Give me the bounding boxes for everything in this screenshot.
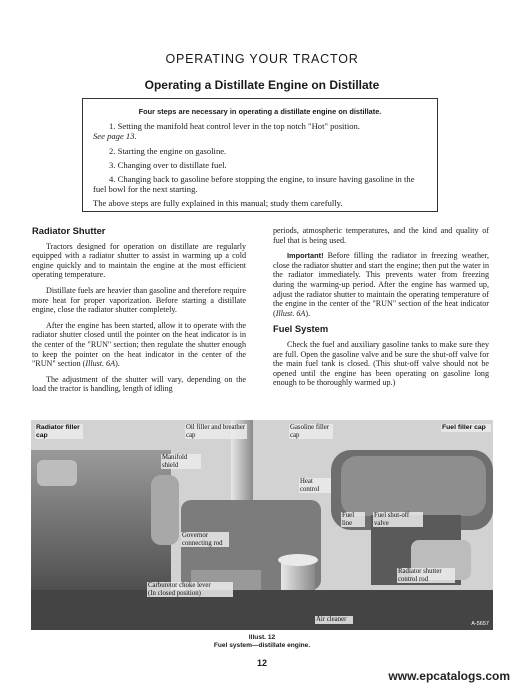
illust-ref: Illust. 6A bbox=[275, 308, 306, 318]
steps-heading: Four steps are necessary in operating a distillate engine on distillate. bbox=[138, 107, 382, 116]
step-text: Starting the engine on gasoline. bbox=[117, 145, 227, 156]
step-number: 2. bbox=[109, 145, 116, 156]
fuel-system-heading: Fuel System bbox=[273, 323, 329, 335]
right-column bbox=[273, 226, 489, 394]
radiator-paragraph-1: Tractors designed for operation on distillate are regularly equipped with a radiator shutter to assist in warming up a cold engine quickly and to maintain the engine at the most efficient operating temperature. bbox=[32, 241, 246, 280]
radiator-paragraph-3 bbox=[32, 321, 246, 369]
step-number: 3. bbox=[109, 159, 116, 170]
important-label: Important! bbox=[287, 251, 324, 261]
choke-lever-text: Carburetor choke lever bbox=[148, 582, 211, 589]
heat-control-label: Heat control bbox=[299, 478, 331, 493]
radiator-p3-text: After the engine has been started, allow it to operate with the radiator shutter closed until the pointer on the heat indicator is in the center of the "RUN" section; then regulate the shutter enough to keep the pointer on the heat indicator in the center of the "RUN" section ( bbox=[32, 320, 246, 369]
radiator-paragraph-2: Distillate fuels are heavier than gasoline and therefore require more heat for proper vaporization. Before starting a distillate engine, close the radiator shutter completely. bbox=[32, 285, 247, 315]
radiator-paragraph-4-continued: periods, atmospheric temperatures, and the kind and quality of fuel that is being used. bbox=[273, 226, 489, 245]
air-cleaner-label: Air cleaner bbox=[315, 616, 353, 624]
carburetor-choke-label bbox=[147, 582, 233, 597]
step-text: Changing back to gasoline before stopping the engine, to insure having gasoline in the fuel bowl for the next starting. bbox=[93, 174, 415, 195]
radiator-filler-cap-label: Radiator filler cap bbox=[35, 424, 83, 439]
step-1 bbox=[93, 121, 427, 141]
step-2 bbox=[93, 146, 427, 156]
important-text: Before filling the radiator in freezing weather, close the radiator shutter and start the engine; then put the water in the radiator immediately. This prevents water from freezing during the warming-up period. After the engine has warmed up, adjust the radiator shutter to maintain the operating temperature of the engine in the center of the "RUN" section of the heat indicator ( bbox=[273, 251, 489, 318]
important-end: ). bbox=[305, 308, 311, 318]
caption-text: Fuel system—distillate engine. bbox=[213, 642, 311, 649]
caption-illust-number: Illust. 12 bbox=[248, 634, 276, 641]
important-paragraph bbox=[273, 251, 489, 318]
step-text: Setting the manifold heat control lever in the top notch "Hot" position. bbox=[117, 121, 360, 132]
page-number: 12 bbox=[256, 658, 267, 668]
steps-box bbox=[82, 98, 438, 212]
oil-filler-label: Oil filler and breather cap bbox=[186, 424, 246, 439]
gasoline-filler-label: Gasoline filler cap bbox=[289, 424, 333, 439]
choke-position-text: (In closed position) bbox=[148, 589, 201, 597]
left-column bbox=[32, 226, 246, 400]
step-text: Changing over to distillate fuel. bbox=[117, 159, 227, 170]
fuel-system-paragraph: Check the fuel and auxiliary gasoline tanks to make sure they are full. Open the gasoline valve and be sure the shut-off valve for the main fuel tank is closed. (This shut-off valve should not be opened until the engine has been operating on gasoline long enough to be thoroughly warmed up.) bbox=[273, 339, 489, 388]
engine-illustration bbox=[31, 420, 493, 630]
illust-ref: Illust. 6A bbox=[85, 359, 116, 369]
radiator-shutter-heading: Radiator Shutter bbox=[32, 225, 106, 236]
photo-reference-number: A-5657 bbox=[471, 621, 489, 627]
radiator-p3-end: ). bbox=[115, 359, 120, 369]
fuel-shutoff-label: Fuel shut-off valve bbox=[373, 512, 423, 527]
steps-note: The above steps are fully explained in this manual; study them carefully. bbox=[93, 198, 343, 209]
governor-rod-label: Governor connecting rod bbox=[181, 532, 229, 547]
step-4 bbox=[93, 174, 427, 194]
step-3 bbox=[93, 160, 427, 170]
fuel-filler-label: Fuel filler cap bbox=[441, 424, 491, 432]
step-page-ref: See page 13. bbox=[93, 131, 137, 142]
manifold-shield-label: Manifold shield bbox=[161, 454, 201, 469]
step-number: 1. bbox=[109, 121, 116, 132]
page-title: OPERATING YOUR TRACTOR bbox=[165, 52, 359, 66]
fuel-system-photo bbox=[31, 420, 493, 630]
radiator-paragraph-4: The adjustment of the shutter will vary, depending on the load the tractor is handling, length of idling bbox=[32, 374, 246, 394]
radiator-shutter-rod-label: Radiator shutter control rod bbox=[397, 568, 455, 583]
page-subtitle: Operating a Distillate Engine on Distillate bbox=[144, 78, 380, 92]
fuel-line-label: Fuel line bbox=[341, 512, 365, 527]
watermark-link[interactable]: www.epcatalogs.com bbox=[388, 669, 510, 683]
figure-caption bbox=[0, 634, 524, 650]
step-number: 4. bbox=[109, 174, 116, 185]
